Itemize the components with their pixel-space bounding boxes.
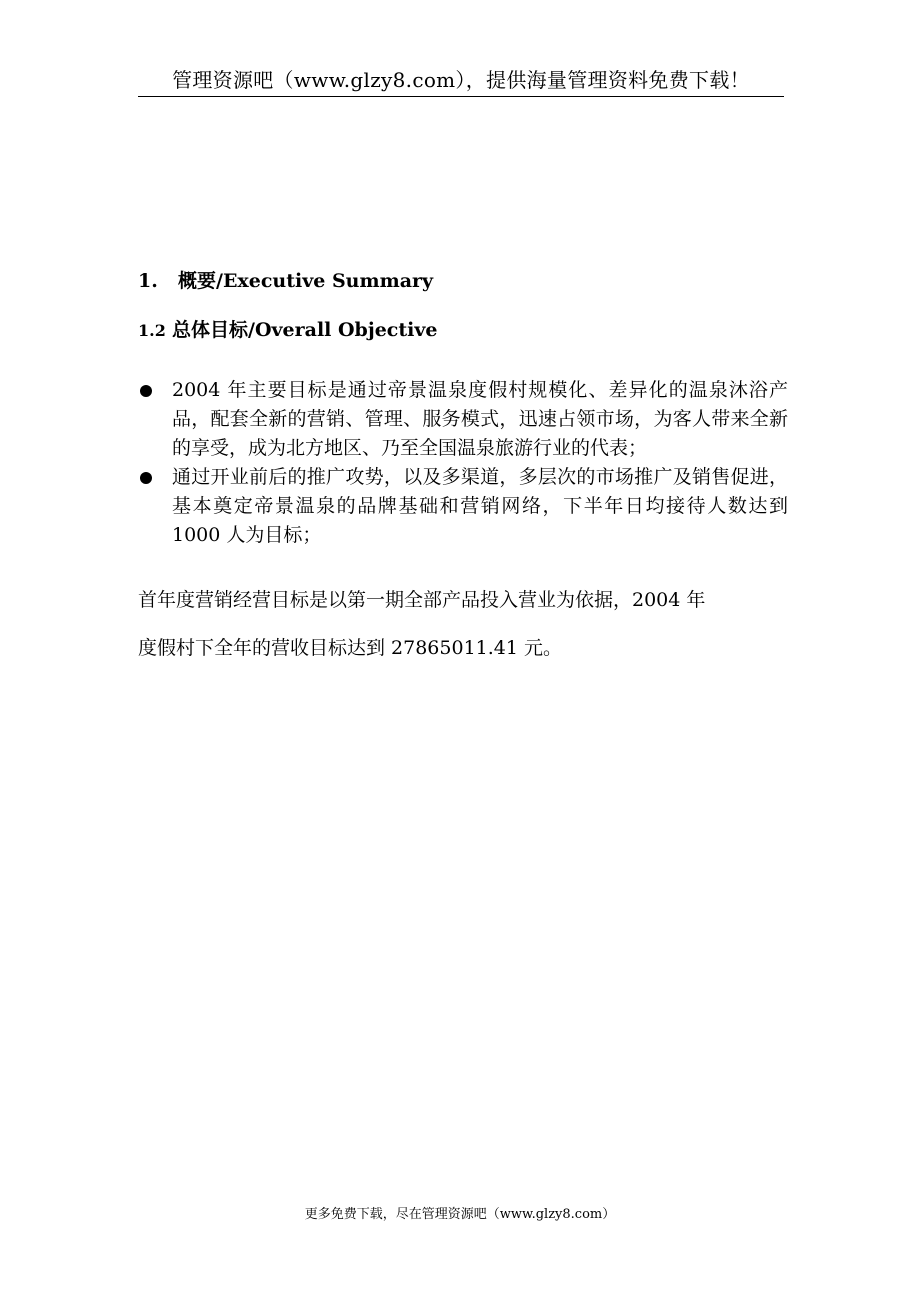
subsection-heading-1-2 bbox=[138, 316, 437, 345]
page-footer: 更多免费下载，尽在管理资源吧（www.glzy8.com） bbox=[304, 1207, 616, 1222]
section-heading-1 bbox=[138, 267, 433, 295]
list-item-text: 2004 年主要目标是通过帝景温泉度假村规模化、差异化的温泉沐浴产品，配套全新的营销、管理、服务模式，迅速占领市场，为客人带来全新的享受，成为北方地区、乃至全国温泉旅游行业的代表； bbox=[172, 379, 788, 459]
section-title: 概要/Executive Summary bbox=[178, 270, 434, 292]
body-paragraph-line-1: 首年度营销经营目标是以第一期全部产品投入营业为依据，2004 年 bbox=[138, 589, 706, 611]
section-number: 1. bbox=[138, 270, 158, 292]
list-item bbox=[138, 376, 788, 463]
list-item bbox=[138, 463, 788, 550]
header-divider bbox=[138, 96, 784, 97]
subsection-number: 1.2 bbox=[138, 321, 166, 340]
page-header: 管理资源吧（www.glzy8.com），提供海量管理资料免费下载！ bbox=[172, 68, 750, 92]
objective-bullet-list bbox=[138, 376, 788, 550]
bullet-dot-icon bbox=[140, 472, 152, 484]
list-item-text: 通过开业前后的推广攻势，以及多渠道，多层次的市场推广及销售促进，基本奠定帝景温泉的品牌基础和营销网络，下半年日均接待人数达到 1000 人为目标； bbox=[172, 466, 788, 546]
body-paragraph-line-2: 度假村下全年的营收目标达到 27865011.41 元。 bbox=[138, 637, 563, 659]
bullet-dot-icon bbox=[140, 385, 152, 397]
subsection-title: 总体目标/Overall Objective bbox=[172, 319, 438, 341]
